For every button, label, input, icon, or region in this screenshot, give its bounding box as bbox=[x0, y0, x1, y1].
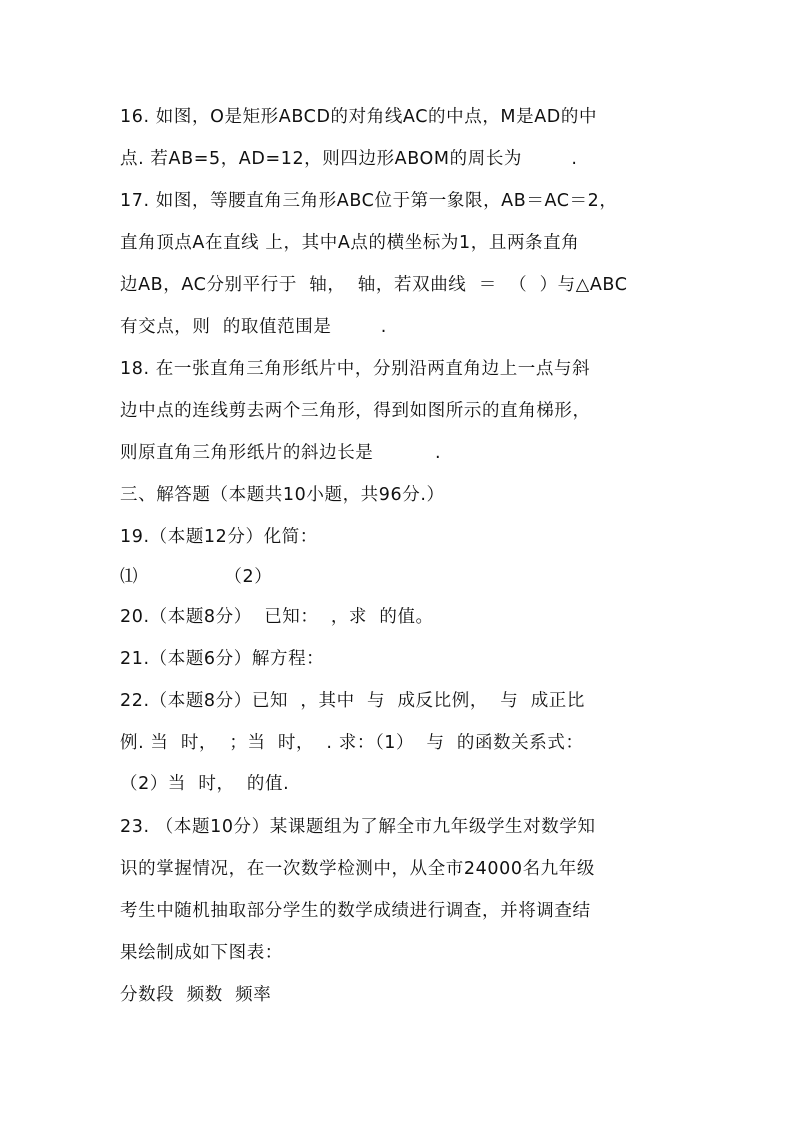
question-23-line-2: 识的掌握情况，在一次数学检测中，从全市24000名九年级 bbox=[120, 859, 595, 879]
question-16-line-1: 16. 如图，O是矩形ABCD的对角线AC的中点，M是AD的中 bbox=[120, 107, 598, 127]
question-19-line-1: 19.（本题12分）化简： bbox=[120, 527, 318, 547]
question-23-line-1: 23. （本题10分）某课题组为了解全市九年级学生对数学知 bbox=[120, 817, 596, 837]
question-18-line-1: 18. 在一张直角三角形纸片中，分别沿两直角边上一点与斜 bbox=[120, 359, 591, 379]
question-17-line-1: 17. 如图，等腰直角三角形ABC位于第一象限，AB＝AC＝2， bbox=[120, 191, 618, 211]
question-21-line: 21.（本题6分）解方程： bbox=[120, 649, 325, 669]
question-19-line-2: ⑴ （2） bbox=[120, 567, 273, 587]
question-17-line-3: 边AB，AC分别平行于 轴， 轴，若双曲线 ＝ （ ）与△ABC bbox=[120, 275, 628, 295]
question-22-line-1: 22.（本题8分）已知 ，其中 与 成反比例， 与 成正比 bbox=[120, 691, 585, 711]
table-header-line: 分数段 频数 频率 bbox=[120, 985, 272, 1005]
question-23-line-3: 考生中随机抽取部分学生的数学成绩进行调查，并将调查结 bbox=[120, 901, 591, 921]
question-16-line-2: 点. 若AB=5，AD=12，则四边形ABOM的周长为 . bbox=[120, 149, 578, 169]
section-3-heading: 三、解答题（本题共10小题，共96分.） bbox=[120, 485, 445, 505]
question-17-line-2: 直角顶点A在直线 上，其中A点的横坐标为1，且两条直角 bbox=[120, 233, 580, 253]
question-18-line-3: 则原直角三角形纸片的斜边长是 . bbox=[120, 443, 442, 463]
question-18-line-2: 边中点的连线剪去两个三角形，得到如图所示的直角梯形， bbox=[120, 401, 591, 421]
question-23-line-4: 果绘制成如下图表： bbox=[120, 943, 283, 963]
question-22-line-2: 例. 当 时， ；当 时， . 求：（1） 与 的函数关系式： bbox=[120, 733, 584, 753]
question-20-line: 20.（本题8分） 已知： ，求 的值。 bbox=[120, 607, 434, 627]
question-22-line-3: （2）当 时， 的值. bbox=[120, 774, 290, 794]
question-17-line-4: 有交点，则 的取值范围是 . bbox=[120, 317, 387, 337]
